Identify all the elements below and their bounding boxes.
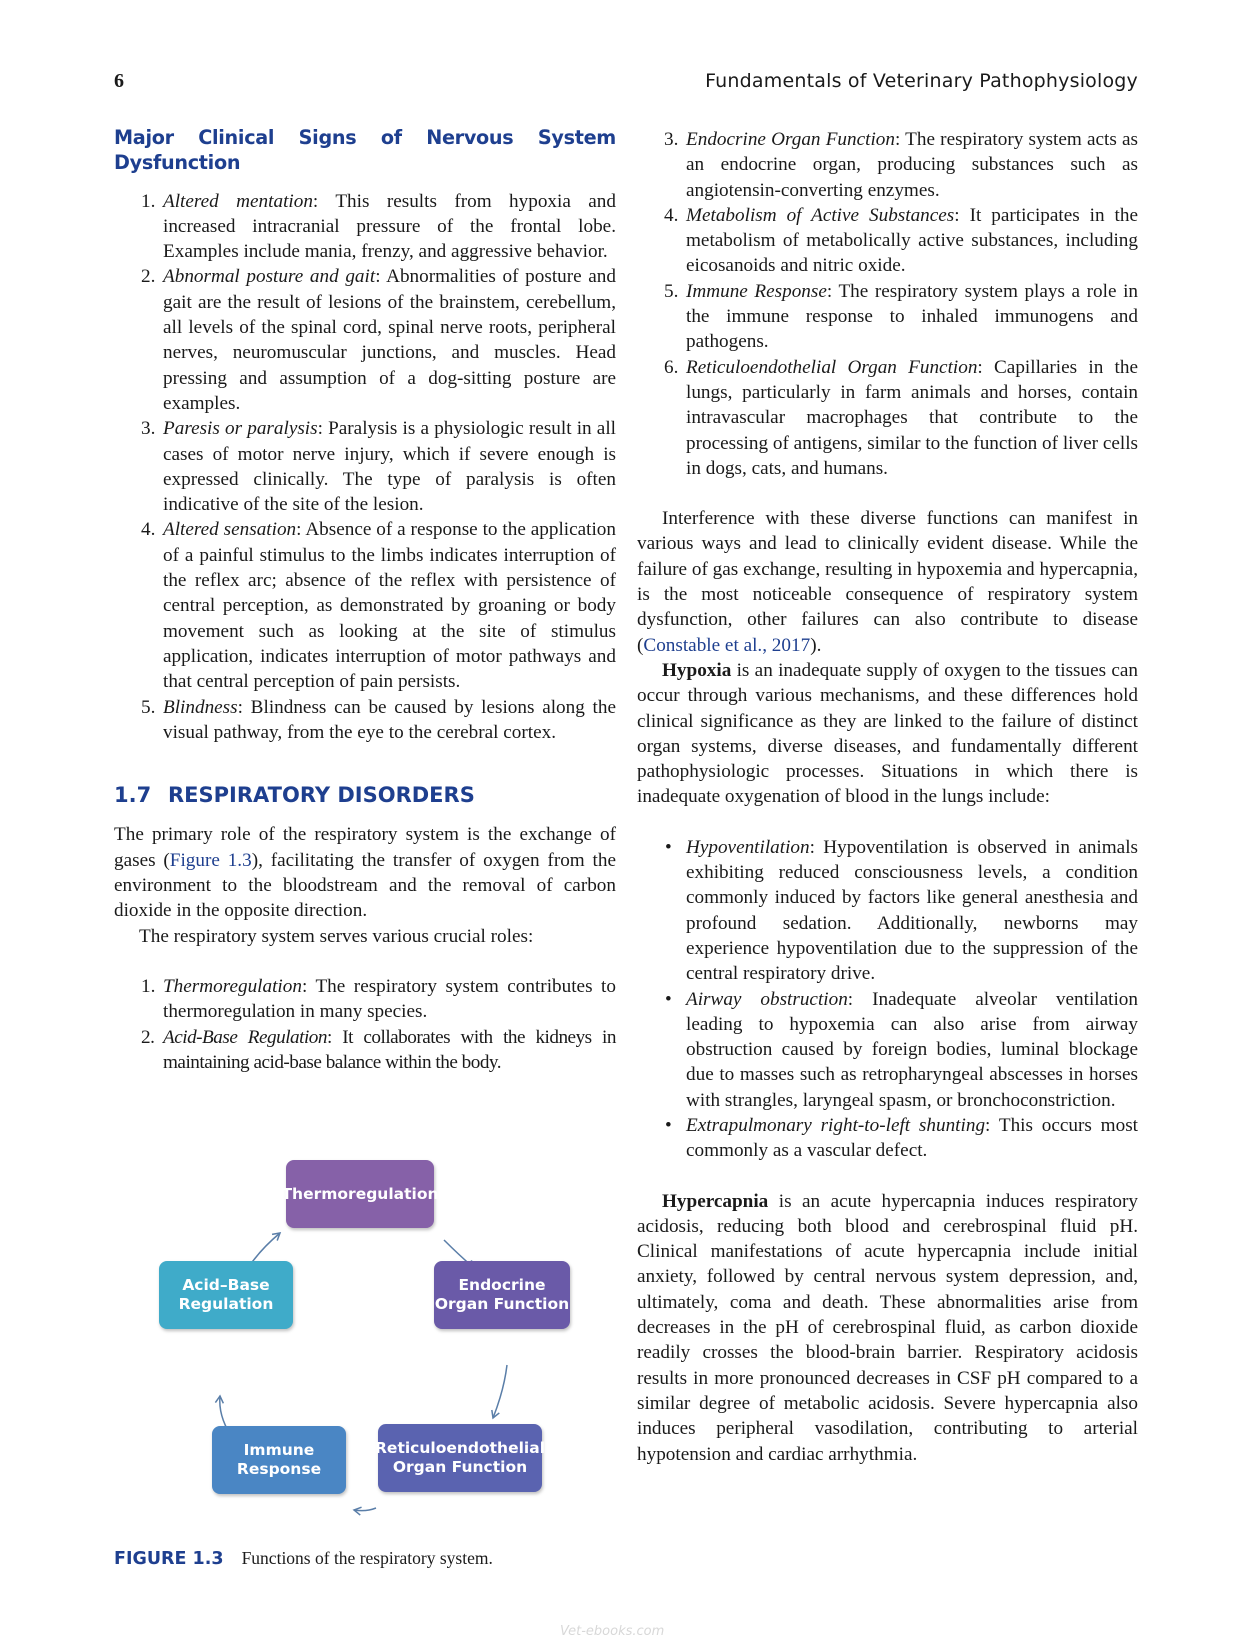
node-thermoregulation: Thermoregulation bbox=[286, 1160, 434, 1228]
figure-link[interactable]: Figure 1.3 bbox=[169, 849, 252, 871]
roles-list-right bbox=[637, 127, 1138, 481]
list-item: 6. Reticuloendothelial Organ Function: Capillaries in the lungs, particularly in farm animals and horses, contain intravascular macrophages that contribute to the processing of antigens, similar to the function of liver cells in dogs, cats, and humans. bbox=[664, 356, 1138, 479]
hypercapnia-paragraph: Hypercapnia is an acute hypercapnia induces respiratory acidosis, reducing both blood and cerebrospinal fluid pH. Clinical manifestations of acute hypercapnia include initial anxiety, followed by central nervous system depression, and, ultimately, coma and death. These abnormalities arise from decreases in the pH of cerebrospinal fluid, as carbon dioxide readily crosses the blood-brain barrier. Respiratory acidosis results in more pronounced decreases in CSF pH compared to a similar degree of metabolic acidosis. Severe hypercapnia also induces peripheral vasodilation, contributing to arterial hypotension and cardiac arrhythmia. bbox=[637, 1190, 1138, 1465]
arrow-reticulo-to-immune bbox=[354, 1508, 376, 1511]
right-column bbox=[637, 127, 1138, 1467]
nervous-signs-list bbox=[114, 189, 616, 746]
interference-paragraph: Interference with these diverse functions can manifest in various ways and lead to clinically evident disease. While the failure of gas exchange, resulting in hypoxemia and hypercapnia, is the most noticeable consequence of respiratory system dysfunction, other failures can also contribute to disease (Constable et al., 2017). bbox=[637, 508, 1138, 656]
list-item: 4. Metabolism of Active Substances: It participates in the metabolism of metabolically active substances, including eicosanoids and nitric oxide. bbox=[664, 204, 1138, 277]
list-item: • Extrapulmonary right-to-left shunting: This occurs most commonly as a vascular defect. bbox=[665, 1114, 1138, 1162]
hypoxia-paragraph: Hypoxia is an inadequate supply of oxygen to the tissues can occur through various mechanisms, and these differences hold clinical significance as they are linked to the failure of distinct organ systems, diverse diseases, and fundamentally different pathophysiologic processes. Situations in which there is inadequate oxygenation of blood in the lungs include: bbox=[637, 659, 1138, 808]
node-acid-base: Acid–Base Regulation bbox=[159, 1261, 293, 1329]
list-item: 4. Altered sensation: Absence of a response to the application of a painful stimulus to the limbs indicates interruption of the reflex arc; absence of the reflex with persistence of central perception, as demonstrated by groaning or body movement such as looking at the site of stimulus application, indicates interruption of motor pathways and that central perception of pain persists. bbox=[141, 519, 616, 693]
hypoxia-causes-list bbox=[637, 835, 1138, 1164]
roles-list-left bbox=[114, 974, 616, 1075]
nervous-signs-heading: Major Clinical Signs of Nervous System Dysfunction bbox=[114, 126, 616, 175]
section-heading: 1.7 RESPIRATORY DISORDERS bbox=[114, 783, 475, 808]
node-endocrine: Endocrine Organ Function bbox=[434, 1261, 570, 1329]
page-number: 6 bbox=[114, 70, 124, 92]
list-item: 2. Acid-Base Regulation: It collaborates with the kidneys in maintaining acid-base balance within the body. bbox=[141, 1026, 616, 1073]
list-item: 5. Blindness: Blindness can be caused by lesions along the visual pathway, from the eye to the cerebral cortex. bbox=[141, 696, 616, 743]
list-item: 5. Immune Response: The respiratory system plays a role in the immune response to inhaled immunogens and pathogens. bbox=[664, 280, 1139, 353]
left-column bbox=[114, 125, 616, 1075]
list-item: 1. Thermoregulation: The respiratory system contributes to thermoregulation in many species. bbox=[141, 975, 616, 1023]
list-item: 3. Endocrine Organ Function: The respiratory system acts as an endocrine organ, producing substances such as angiotensin-converting enzymes. bbox=[664, 129, 1138, 201]
watermark: Vet-ebooks.com bbox=[560, 1624, 665, 1639]
respiratory-functions-diagram bbox=[114, 1160, 604, 1520]
list-item: • Hypoventilation: Hypoventilation is observed in animals exhibiting reduced consciousness levels, a condition commonly induced by factors like general anesthesia and profound sedation. Additionally, newborns may experience hypoventilation due to the suppression of the central respiratory drive. bbox=[665, 836, 1138, 985]
roles-lead: The respiratory system serves various crucial roles: bbox=[139, 925, 534, 947]
node-immune: Immune Response bbox=[212, 1426, 346, 1494]
list-item: 1. Altered mentation: This results from hypoxia and increased intracranial pressure of the frontal lobe. Examples include mania, frenzy, and aggressive behavior. bbox=[141, 190, 616, 263]
node-reticuloendothelial: Reticuloendothelial Organ Function bbox=[378, 1424, 542, 1492]
running-head: Fundamentals of Veterinary Pathophysiology bbox=[705, 70, 1138, 92]
list-item: • Airway obstruction: Inadequate alveolar ventilation leading to hypoxemia can also arise from airway obstruction caused by foreign bodies, luminal blockage due to masses such as retropharyngeal abscesses in horses with strangles, laryngeal spasm, or bronchoconstriction. bbox=[665, 988, 1138, 1111]
arrow-endocrine-to-reticulo bbox=[493, 1365, 507, 1418]
citation-link[interactable]: Constable et al., 2017 bbox=[643, 634, 811, 656]
respiratory-intro: The primary role of the respiratory system is the exchange of gases (Figure 1.3), facilitating the transfer of oxygen from the environment to the bloodstream and the removal of carbon dioxide in the opposite direction. bbox=[114, 824, 616, 922]
list-item: 2. Abnormal posture and gait: Abnormalities of posture and gait are the result of lesions of the brainstem, cerebellum, all levels of the spinal cord, spinal nerve roots, peripheral nerves, neuromuscular junctions, and muscles. Head pressing and assumption of a dog-sitting posture are examples. bbox=[141, 266, 616, 414]
figure-caption: FIGURE 1.3 Functions of the respiratory system. bbox=[114, 1548, 493, 1569]
list-item: 3. Paresis or paralysis: Paralysis is a physiologic result in all cases of motor nerve injury, which if severe enough is expressed clinically. The type of paralysis is often indicative of the site of the lesion. bbox=[141, 418, 616, 516]
